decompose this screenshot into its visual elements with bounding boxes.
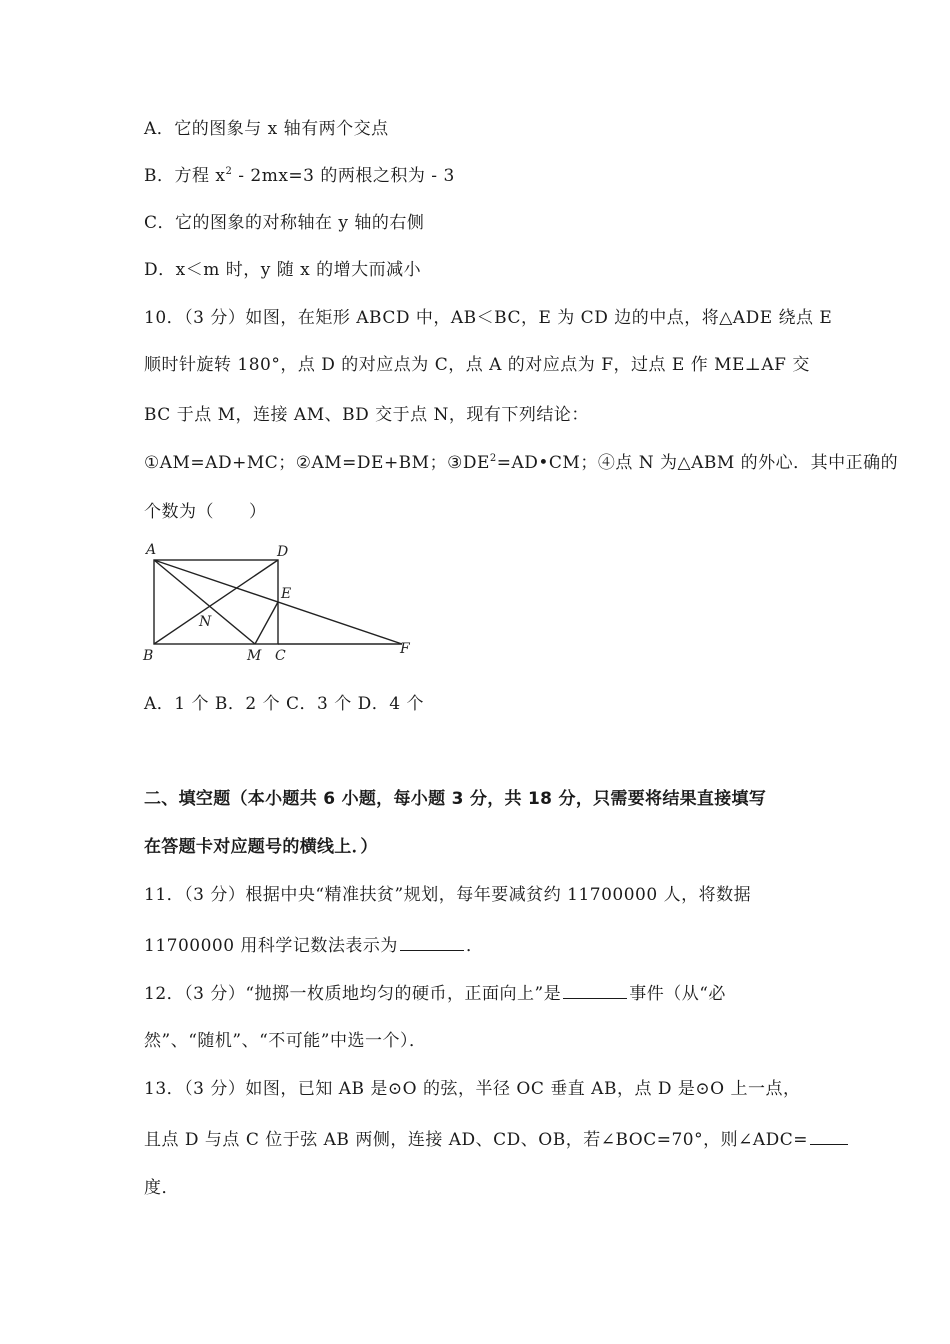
section-2-heading-line-2: 在答题卡对应题号的横线上．） xyxy=(144,837,378,857)
q11-line-2 xyxy=(144,932,830,958)
q13-line-2-text: 且点 D 与点 C 位于弦 AB 两侧，连接 AD、CD、OB，若∠BOC=70°，则∠ADC= xyxy=(144,1130,808,1150)
label-b: B xyxy=(143,648,154,664)
q12-answer-blank[interactable] xyxy=(563,980,627,999)
segment-am xyxy=(154,560,255,644)
segment-bd xyxy=(154,560,278,644)
q10-line-4-pre: ①AM=AD+MC；②AM=DE+BM；③DE xyxy=(144,453,490,473)
q10-line-3: BC 于点 M，连接 AM、BD 交于点 N，现有下列结论： xyxy=(144,405,589,425)
q13-line-1: 13．（3 分）如图，已知 AB 是⊙O 的弦，半径 OC 垂直 AB，点 D 是⊙O 上一点， xyxy=(144,1079,801,1099)
q13-answer-blank[interactable] xyxy=(810,1126,848,1145)
q13-line-3: 度． xyxy=(144,1178,179,1198)
q10-line-4-sup: 2 xyxy=(489,453,497,464)
q10-line-2: 顺时针旋转 180°，点 D 的对应点为 C，点 A 的对应点为 F，过点 E 作 ME⊥AF 交 xyxy=(144,355,810,375)
q10-geometry-figure xyxy=(140,538,430,668)
q11-line-2-pre: 11700000 用科学记数法表示为 xyxy=(144,936,398,956)
q11-line-1: 11．（3 分）根据中央“精准扶贫”规划，每年要减贫约 11700000 人，将数据 xyxy=(144,885,752,905)
label-e: E xyxy=(281,586,292,602)
q11-answer-blank[interactable] xyxy=(400,932,464,951)
label-f: F xyxy=(400,641,410,657)
q12-line-2: 然”、“随机”、“不可能”中选一个）． xyxy=(144,1031,427,1051)
label-c: C xyxy=(275,648,286,664)
q10-line-4 xyxy=(144,451,899,475)
q9-option-d: D．x＜m 时，y 随 x 的增大而减小 xyxy=(144,260,422,280)
q9-option-b-pre: B．方程 x xyxy=(144,166,226,186)
q10-line-5: 个数为（ ） xyxy=(144,502,267,522)
segment-me xyxy=(255,602,278,644)
label-m: M xyxy=(247,648,262,664)
q12-line-1-pre: 12．（3 分）“抛掷一枚质地均匀的硬币，正面向上”是 xyxy=(144,984,562,1004)
q10-options: A．1 个 B．2 个 C．3 个 D．4 个 xyxy=(144,694,424,714)
q9-option-b-sup: 2 xyxy=(225,166,233,177)
q13-line-2 xyxy=(144,1126,830,1152)
label-a: A xyxy=(146,542,157,558)
q10-line-1: 10．（3 分）如图，在矩形 ABCD 中，AB＜BC，E 为 CD 边的中点，将△ADE 绕点 E xyxy=(144,308,833,328)
q12-line-1-post: 事件（从“必 xyxy=(629,984,726,1004)
q10-line-4-post: =AD•CM；④点 N 为△ABM 的外心．其中正确的 xyxy=(496,453,899,473)
q9-option-c: C．它的图象的对称轴在 y 轴的右侧 xyxy=(144,213,425,233)
q12-line-1 xyxy=(144,980,830,1006)
q9-option-b-post: - 2mx=3 的两根之积为 - 3 xyxy=(232,166,455,186)
section-2-heading-line-1: 二、填空题（本小题共 6 小题，每小题 3 分，共 18 分，只需要将结果直接填写 xyxy=(144,789,767,809)
q11-line-2-post: ． xyxy=(465,936,484,956)
label-d: D xyxy=(277,544,289,560)
label-n: N xyxy=(199,614,212,630)
q9-option-b xyxy=(144,164,830,188)
q9-option-a: A．它的图象与 x 轴有两个交点 xyxy=(144,119,389,139)
